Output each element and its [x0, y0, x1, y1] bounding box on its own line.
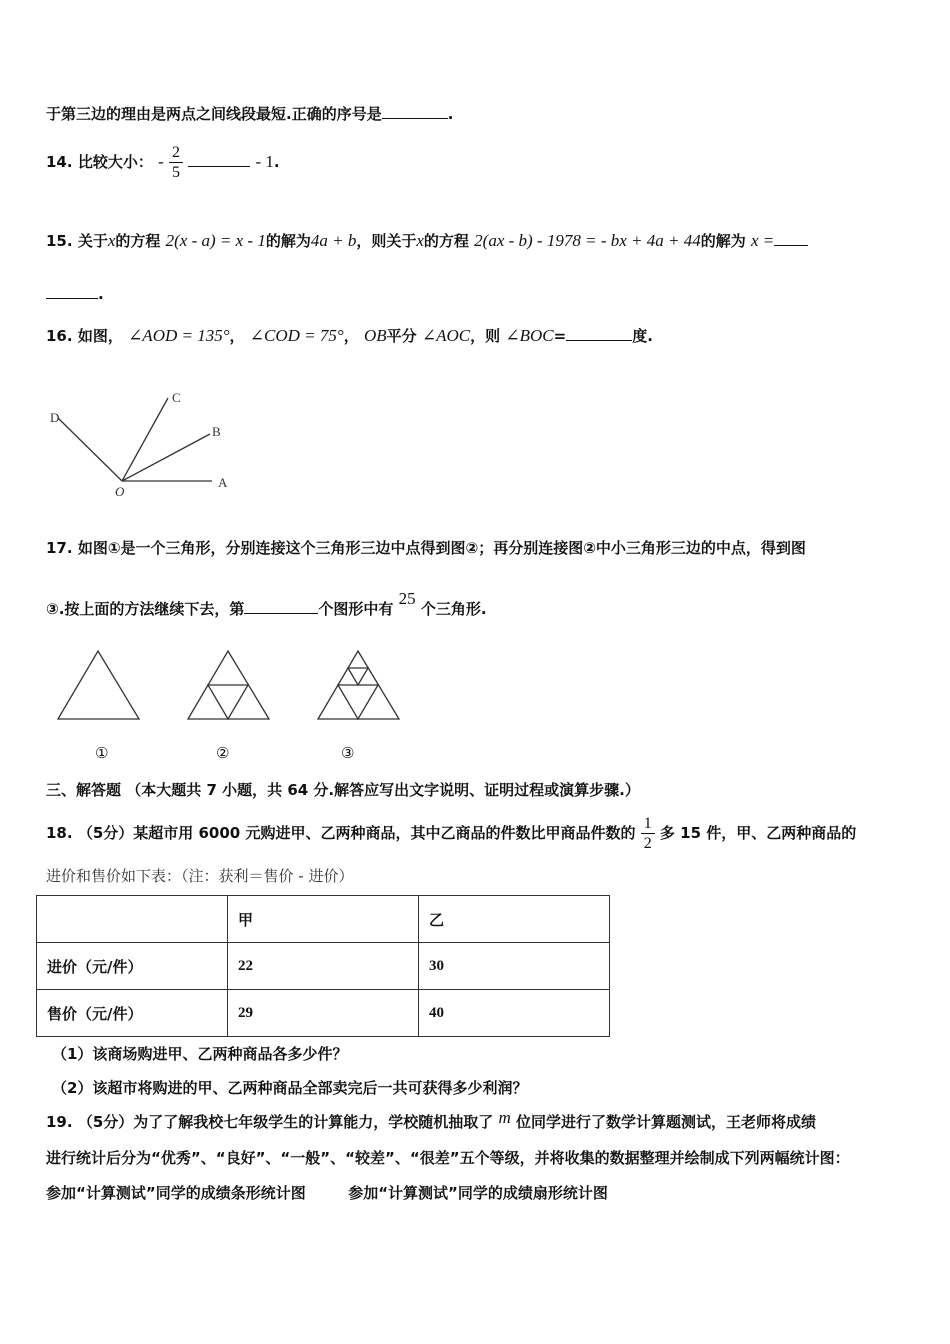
- chart-captions: [46, 1182, 608, 1203]
- caption-2: ②: [216, 744, 230, 762]
- table-cell: 29: [228, 990, 419, 1037]
- table-cell: 进价（元/件）: [37, 943, 228, 990]
- triangle-sequence-figure: [55, 648, 405, 723]
- question-14: 14. 比较大小： - $\frac{2}{5}$ - 1.: [46, 144, 280, 181]
- triangle-3-inner: [338, 685, 378, 719]
- answer-blank[interactable]: [774, 231, 808, 246]
- caption-3: ③: [341, 744, 355, 762]
- ray-OD: [58, 418, 122, 481]
- answer-blank[interactable]: [244, 599, 318, 614]
- table-row: [37, 943, 610, 990]
- equation-2: 2(ax - b) - 1978 = - bx + 4a + 44: [474, 231, 701, 250]
- answer-blank[interactable]: [46, 284, 98, 299]
- label-B: B: [212, 424, 221, 439]
- triangle-3-small: [348, 668, 368, 685]
- label-D: D: [50, 410, 60, 425]
- price-table: [36, 895, 610, 1037]
- table-cell: 40: [419, 990, 610, 1037]
- question-18-sub2: （2）该超市将购进的甲、乙两种商品全部卖完后一共可获得多少利润？: [52, 1079, 528, 1097]
- angle-figure: [44, 388, 244, 500]
- table-cell: 乙: [419, 896, 610, 943]
- table-cell: 30: [419, 943, 610, 990]
- label-A: A: [218, 475, 228, 490]
- table-cell: 甲: [228, 896, 419, 943]
- fraction-two-fifths: $\frac{2}{5}$: [169, 143, 183, 182]
- question-17: 17. 如图①是一个三角形，分别连接这个三角形三边中点得到图②；再分别连接图②中小三角形三边的中点，得到图: [46, 539, 806, 557]
- answer-blank[interactable]: [566, 326, 632, 341]
- answer-blank[interactable]: [188, 152, 250, 167]
- triangle-2-inner: [208, 685, 248, 719]
- label-O: O: [115, 484, 125, 499]
- equation-1: 2(x - a) = x - 1: [165, 231, 266, 250]
- caption-1: ①: [95, 744, 109, 762]
- table-header-row: [37, 896, 610, 943]
- table-cell: 22: [228, 943, 419, 990]
- question-15-cont: .: [46, 284, 104, 303]
- question-18: 18. （5分）某超市用 6000 元购进甲、乙两种商品，其中乙商品的件数比甲商品件数的 $\frac{1}{2}$ 多 15 件，甲、乙两种商品的: [46, 815, 857, 852]
- bar-chart-caption: 参加“计算测试”同学的成绩条形统计图: [46, 1184, 306, 1202]
- table-cell: [37, 896, 228, 943]
- question-16: 16. 如图， ∠AOD = 135°， ∠COD = 75°， OB平分 ∠AOC，则 ∠BOC= 度.: [46, 326, 653, 345]
- fraction-one-half: $\frac{1}{2}$: [641, 814, 655, 853]
- question-15: 15. 关于x的方程 2(x - a) = x - 1的解为4a + b，则关于x的方程 2(ax - b) - 1978 = - bx + 4a + 44的解为 x =: [46, 230, 808, 251]
- question-18-cont: 进价和售价如下表：（注：获利＝售价 - 进价）: [46, 867, 354, 885]
- question-18-sub1: （1）该商场购进甲、乙两种商品各多少件？: [52, 1045, 348, 1063]
- question-19-cont: 进行统计后分为“优秀”、“良好”、“一般”、“较差”、“很差”五个等级，并将收集的数据整理并绘制成下列两幅统计图：: [46, 1149, 850, 1167]
- pie-chart-caption: 参加“计算测试”同学的成绩扇形统计图: [348, 1184, 608, 1202]
- question-19: 19. （5分）为了了解我校七年级学生的计算能力，学校随机抽取了 m 位同学进行了数学计算题测试，王老师将成绩: [46, 1108, 817, 1131]
- question-17-cont: ③.按上面的方法继续下去，第 个图形中有 25 个三角形.: [46, 589, 487, 618]
- triangle-1: [58, 651, 139, 719]
- answer-blank[interactable]: [382, 104, 448, 119]
- table-row: [37, 990, 610, 1037]
- label-C: C: [172, 390, 181, 405]
- table-cell: 售价（元/件）: [37, 990, 228, 1037]
- q13-tail: 于第三边的理由是两点之间线段最短.正确的序号是 .: [46, 105, 454, 123]
- section-heading: 三、解答题 （本大题共 7 小题，共 64 分.解答应写出文字说明、证明过程或演算步骤.）: [46, 781, 640, 799]
